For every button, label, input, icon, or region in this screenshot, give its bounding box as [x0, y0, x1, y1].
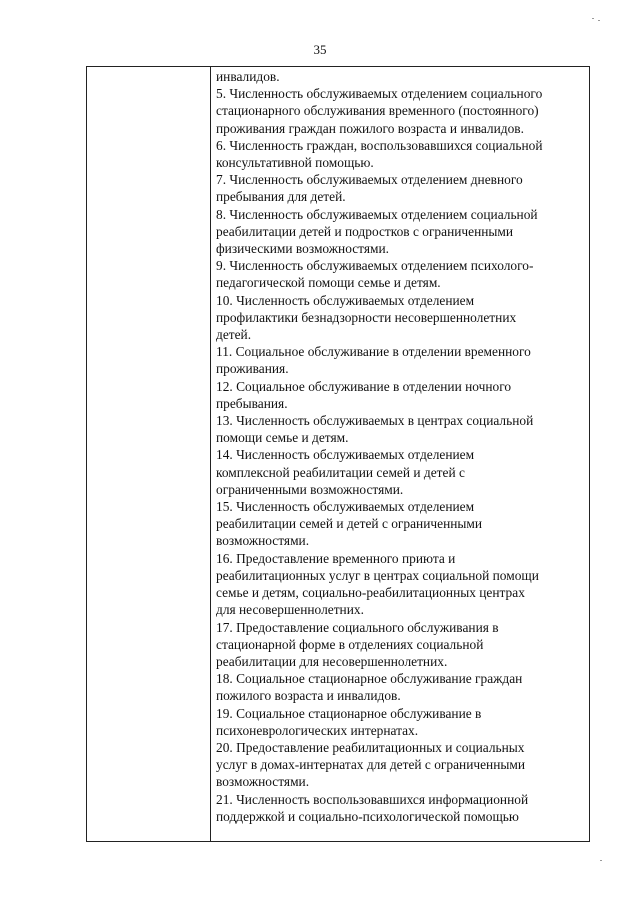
list-item-12: 12. Социальное обслуживание в отделении ночного пребывания. [216, 378, 512, 411]
list-item-21: 21. Численность воспользовавшихся информационной поддержкой и социально-психологической помощью [216, 791, 529, 824]
scan-speck [592, 18, 594, 19]
list-item-18: 18. Социальное стационарное обслуживание граждан пожилого возраста и инвалидов. [216, 671, 523, 704]
list-item-5: 5. Численность обслуживаемых отделением социального стационарного обслуживания временного (постоянного) проживания граждан пожилого возраста и инвалидов. [216, 86, 543, 136]
indicator-list [216, 68, 585, 825]
list-item-16: 16. Предоставление временного приюта и реабилитационных услуг в центрах социальной помощи семье и детям, социально-реабилитационных центрах для несовершеннолетних. [216, 550, 539, 618]
list-item-19: 19. Социальное стационарное обслуживание в психоневрологических интернатах. [216, 705, 482, 738]
list-item-15: 15. Численность обслуживаемых отделением реабилитации семей и детей с ограниченными возможностями. [216, 499, 483, 549]
list-item-14: 14. Численность обслуживаемых отделением комплексной реабилитации семей и детей с ограниченными возможностями. [216, 447, 475, 497]
list-item-9: 9. Численность обслуживаемых отделением психолого- педагогической помощи семье и детям. [216, 258, 534, 291]
page-number: 35 [313, 42, 327, 57]
list-item-8: 8. Численность обслуживаемых отделением социальной реабилитации детей и подростков с ограниченными физическими возможностями. [216, 206, 538, 257]
list-item-17: 17. Предоставление социального обслуживания в стационарной форме в отделениях социальной реабилитации для несовершеннолетних. [216, 619, 499, 669]
scan-speck [598, 20, 600, 21]
content-table [86, 66, 590, 842]
table-right-cell [211, 67, 589, 841]
list-item-6: 6. Численность граждан, воспользовавшихся социальной консультативной помощью. [216, 137, 543, 171]
list-item-7: 7. Численность обслуживаемых отделением дневного пребывания для детей. [216, 172, 523, 205]
list-item-11: 11. Социальное обслуживание в отделении временного проживания. [216, 344, 531, 377]
list-item-20: 20. Предоставление реабилитационных и социальных услуг в домах-интернатах для детей с ограниченными возможностями. [216, 739, 526, 790]
list-item-13: 13. Численность обслуживаемых в центрах социальной помощи семье и детям. [216, 413, 534, 446]
list-item-continuation: инвалидов. [216, 69, 280, 84]
scan-speck [600, 860, 602, 861]
table-left-cell [87, 67, 211, 841]
list-item-10: 10. Численность обслуживаемых отделением профилактики безнадзорности несовершеннолетних детей. [216, 292, 517, 343]
